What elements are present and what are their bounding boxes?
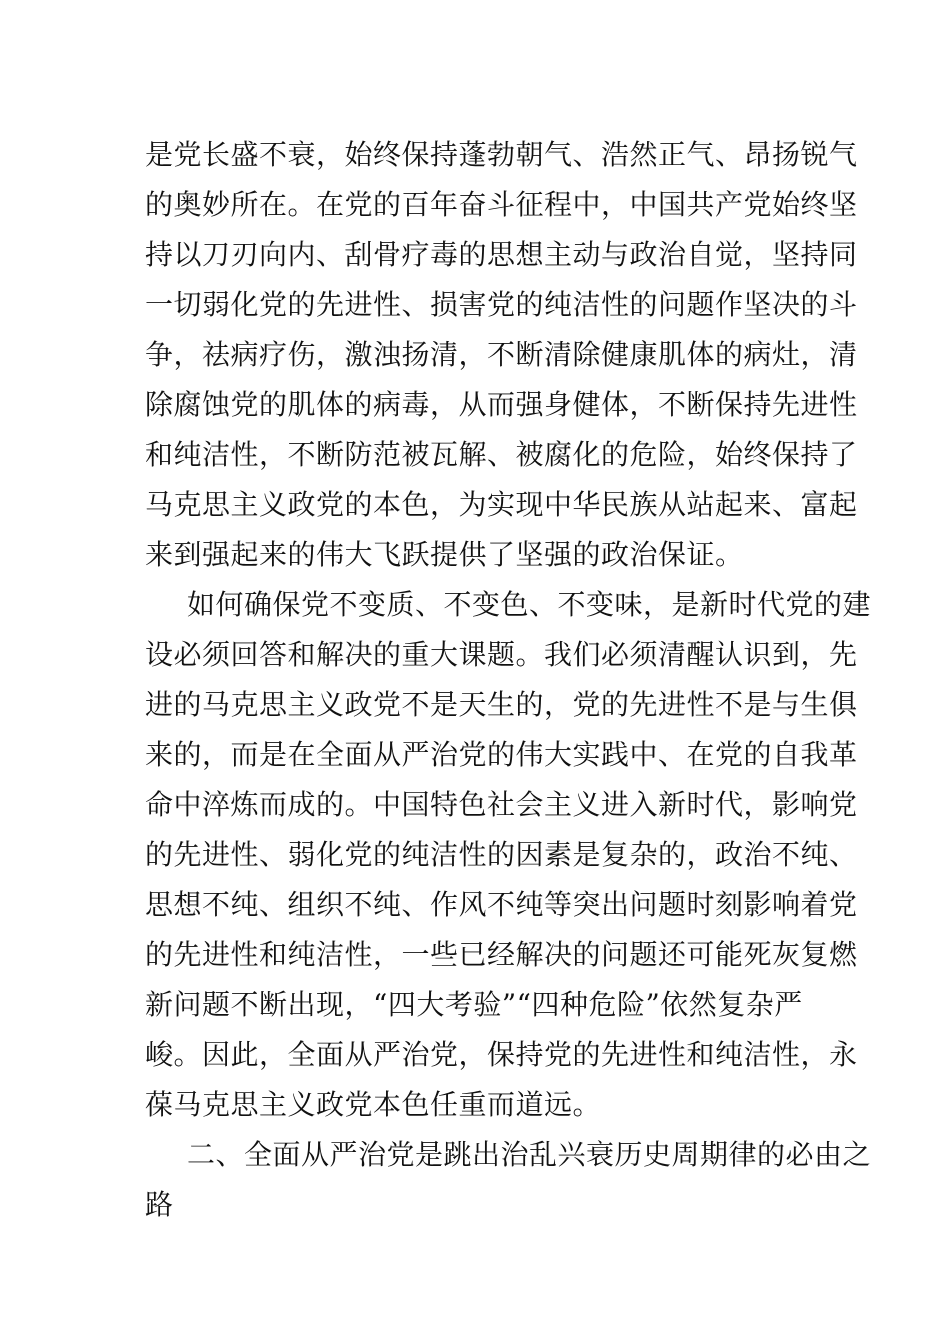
paragraph-line: 的奥妙所在。在党的百年奋斗征程中，中国共产党始终坚 xyxy=(145,188,858,221)
paragraph-line: 除腐蚀党的肌体的病毒，从而强身健体，不断保持先进性 xyxy=(145,388,858,421)
paragraph-line: 峻。因此，全面从严治党，保持党的先进性和纯洁性，永 xyxy=(145,1038,858,1071)
paragraph-line: 争，祛病疗伤，激浊扬清，不断清除健康肌体的病灶，清 xyxy=(145,338,858,371)
paragraph-line: 来的，而是在全面从严治党的伟大实践中、在党的自我革 xyxy=(145,738,858,771)
paragraph-line: 一切弱化党的先进性、损害党的纯洁性的问题作坚决的斗 xyxy=(145,288,858,321)
paragraph-line: 思想不纯、组织不纯、作风不纯等突出问题时刻影响着党 xyxy=(145,888,858,921)
paragraph-line: 马克思主义政党的本色，为实现中华民族从站起来、富起 xyxy=(145,488,858,521)
heading-line: 二、全面从严治党是跳出治乱兴衰历史周期律的必由之 xyxy=(187,1138,872,1171)
paragraph-line: 是党长盛不衰，始终保持蓬勃朝气、浩然正气、昂扬锐气 xyxy=(145,138,858,171)
paragraph-line: 新问题不断出现，“四大考验”“四种危险”依然复杂严 xyxy=(145,988,803,1021)
paragraph-line: 如何确保党不变质、不变色、不变味，是新时代党的建 xyxy=(187,588,872,621)
paragraph-1 xyxy=(145,130,858,580)
paragraph-2 xyxy=(145,580,872,1130)
paragraph-line: 持以刀刃向内、刮骨疗毒的思想主动与政治自觉，坚持同 xyxy=(145,238,858,271)
heading-line: 路 xyxy=(145,1188,174,1221)
paragraph-line: 葆马克思主义政党本色任重而道远。 xyxy=(145,1088,602,1121)
paragraph-line: 和纯洁性，不断防范被瓦解、被腐化的危险，始终保持了 xyxy=(145,438,858,471)
paragraph-line: 进的马克思主义政党不是天生的，党的先进性不是与生俱 xyxy=(145,688,858,721)
section-heading-2 xyxy=(145,1130,872,1230)
paragraph-line: 命中淬炼而成的。中国特色社会主义进入新时代，影响党 xyxy=(145,788,858,821)
document-body xyxy=(145,130,872,1230)
paragraph-line: 的先进性、弱化党的纯洁性的因素是复杂的，政治不纯、 xyxy=(145,838,858,871)
paragraph-line: 来到强起来的伟大飞跃提供了坚强的政治保证。 xyxy=(145,538,744,571)
paragraph-line: 设必须回答和解决的重大课题。我们必须清醒认识到，先 xyxy=(145,638,858,671)
paragraph-line: 的先进性和纯洁性，一些已经解决的问题还可能死灰复燃 xyxy=(145,938,858,971)
